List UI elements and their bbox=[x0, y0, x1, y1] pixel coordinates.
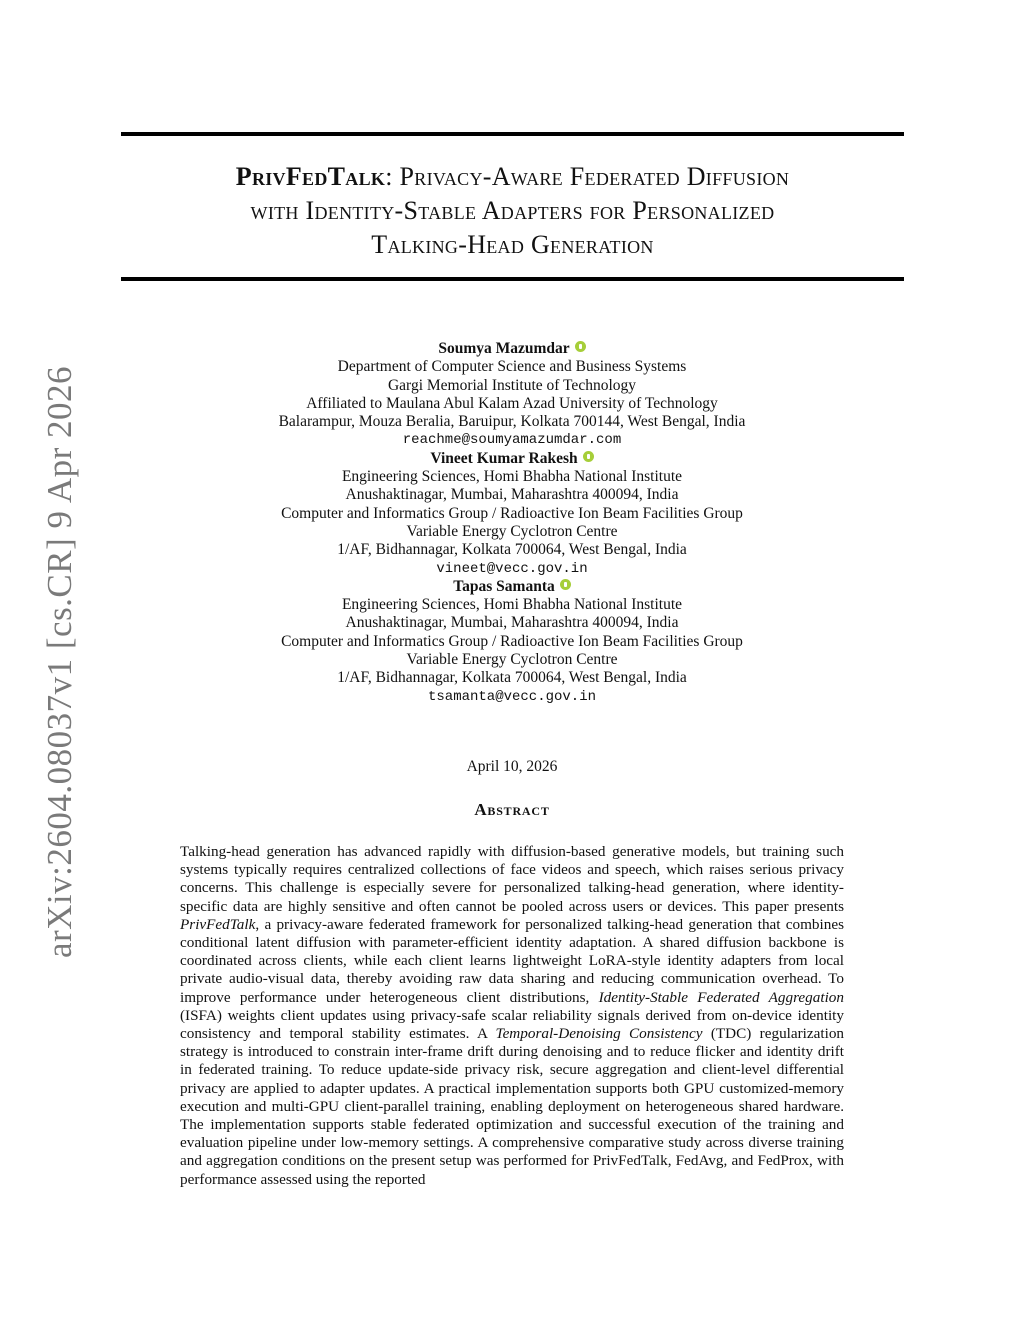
title-top-rule bbox=[121, 132, 904, 136]
affiliation-line: Engineering Sciences, Homi Bhabha National Institute bbox=[341, 468, 683, 486]
affiliation-line: Anushaktinagar, Mumbai, Maharashtra 400094, India bbox=[345, 486, 679, 504]
orcid-icon[interactable] bbox=[575, 341, 586, 352]
affiliation-line: 1/AF, Bidhannagar, Kolkata 700064, West Bengal, India bbox=[337, 541, 687, 559]
affiliation-line: Gargi Memorial Institute of Technology bbox=[387, 376, 636, 394]
author-email[interactable]: reachme@soumyamazumdar.com bbox=[402, 432, 622, 449]
orcid-icon[interactable] bbox=[583, 451, 594, 462]
affiliation-line: Computer and Informatics Group / Radioactive Ion Beam Facilities Group bbox=[281, 504, 743, 522]
title-line-1 bbox=[121, 160, 904, 194]
title-line-3: Talking-Head Generation bbox=[371, 230, 654, 259]
title-line-1-rest: : Privacy-Aware Federated Diffusion bbox=[385, 162, 790, 191]
abstract-text: , a privacy-aware federated framework for personalized talking-head generation that combines conditional latent diffusion with parameter-efficient identity adaptation. A shared diffusion backbone is coordinated across clients, while each client learns lightweight LoRA-style identity adapters from local private audio-visual data, thereby avoiding raw data sharing and reducing communication overhead. To improve performance under heterogeneous client distributions, bbox=[180, 915, 844, 1006]
title-system-name: PrivFedTalk bbox=[235, 162, 386, 191]
affiliation-line: Engineering Sciences, Homi Bhabha National Institute bbox=[341, 596, 683, 614]
affiliation-line: Department of Computer Science and Business Systems bbox=[337, 358, 687, 376]
publication-date: April 10, 2026 bbox=[466, 758, 558, 775]
abstract-heading: Abstract bbox=[474, 800, 550, 819]
abstract-text: (ISFA) weights client updates using privacy-safe scalar reliability signals derived from on-device identity consistency and temporal stability estimates. A bbox=[180, 1006, 844, 1043]
paper-title bbox=[121, 160, 904, 262]
author-email[interactable]: vineet@vecc.gov.in bbox=[436, 560, 588, 577]
abstract-text: Talking-head generation has advanced rapidly with diffusion-based generative models, but training such systems typically requires centralized collections of face videos and speech, which raises serious privacy concerns. This challenge is especially severe for personalized talking-head generation, where identity-specific data are highly sensitive and often cannot be pooled across users or devices. This paper presents bbox=[180, 843, 844, 915]
affiliation-line: Affiliated to Maulana Abul Kalam Azad University of Technology bbox=[306, 394, 718, 412]
arxiv-identifier[interactable]: arXiv:2604.08037v1 [cs.CR] 9 Apr 2026 bbox=[40, 365, 79, 959]
author-email[interactable]: tsamanta@vecc.gov.in bbox=[427, 688, 597, 705]
title-bottom-rule bbox=[121, 277, 904, 281]
author-name: Vineet Kumar Rakesh bbox=[430, 449, 578, 467]
abstract-emphasis: PrivFedTalk bbox=[180, 915, 256, 933]
abstract-body bbox=[180, 843, 844, 1189]
affiliation-line: Variable Energy Cyclotron Centre bbox=[406, 651, 618, 669]
author-name: Soumya Mazumdar bbox=[438, 340, 570, 357]
author-entry bbox=[180, 578, 844, 706]
affiliation-line: Anushaktinagar, Mumbai, Maharashtra 400094, India bbox=[345, 614, 679, 632]
author-entry bbox=[180, 450, 844, 578]
author-entry bbox=[180, 340, 844, 450]
abstract-text: (TDC) regularization strategy is introduced to constrain inter-frame drift during denoising and to reduce flicker and identity drift in federated training. To reduce update-side privacy risk, secure aggregation and client-level differential privacy are applied to adapter updates. A practical implementation supports both GPU customized-memory execution and multi-GPU client-parallel training, enabling deployment on heterogeneous shared hardware. The implementation supports stable federated optimization and successful execution of the training and evaluation pipeline under low-memory settings. A comprehensive comparative study across diverse training and aggregation conditions on the present setup was performed for PrivFedTalk, FedAvg, and FedProx, with performance assessed using the reported bbox=[180, 1025, 845, 1188]
affiliation-line: Balarampur, Mouza Beralia, Baruipur, Kolkata 700144, West Bengal, India bbox=[278, 413, 746, 431]
author-name: Tapas Samanta bbox=[453, 577, 555, 595]
abstract-emphasis: Temporal-Denoising Consistency bbox=[495, 1025, 703, 1043]
title-line-2: with Identity-Stable Adapters for Personalized bbox=[250, 196, 775, 225]
affiliation-line: 1/AF, Bidhannagar, Kolkata 700064, West Bengal, India bbox=[337, 669, 687, 687]
affiliation-line: Computer and Informatics Group / Radioactive Ion Beam Facilities Group bbox=[281, 632, 743, 650]
abstract-emphasis: Identity-Stable Federated Aggregation bbox=[598, 988, 844, 1006]
orcid-icon[interactable] bbox=[560, 579, 571, 590]
author-block bbox=[180, 340, 844, 706]
affiliation-line: Variable Energy Cyclotron Centre bbox=[406, 522, 618, 540]
